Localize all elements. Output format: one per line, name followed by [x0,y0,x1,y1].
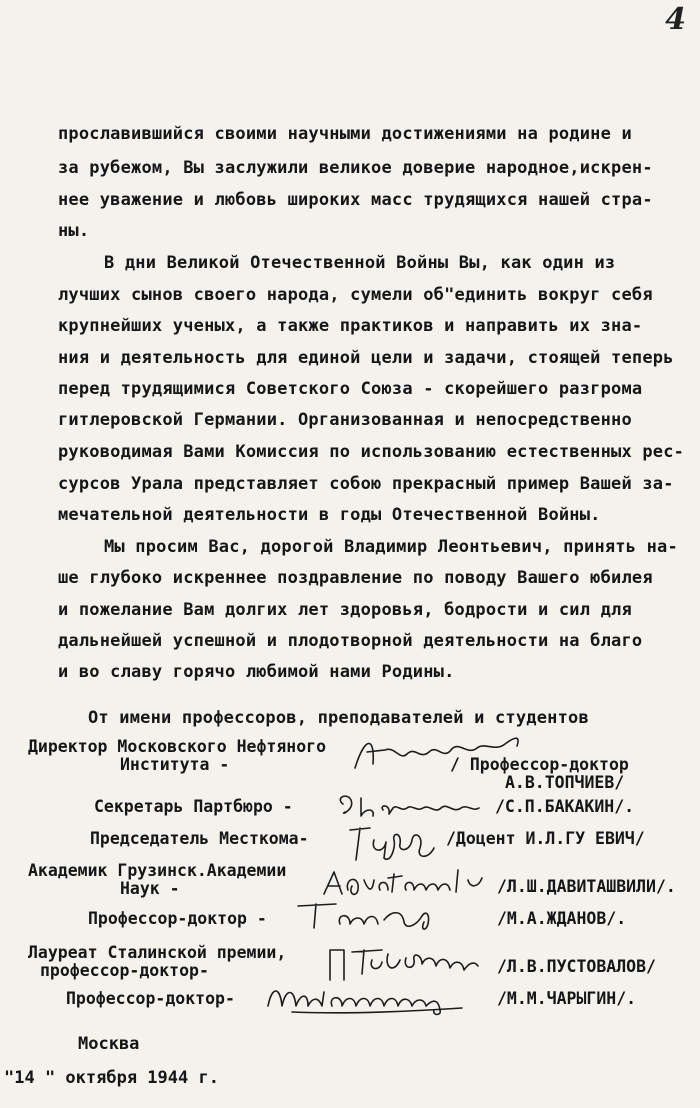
body-line: Мы просим Вас, дорогой Владимир Леонтьевич, принять на- [104,537,678,557]
signatory-name: /Л.В.ПУСТОВАЛОВ/ [497,957,656,976]
signatory-position: Профессор-доктор - [88,909,267,928]
signatory-name: /Л.Ш.ДАВИТАШВИЛИ/. [497,877,676,896]
body-line: и во славу горячо любимой нами Родины. [58,662,455,682]
signature-image [262,976,482,1018]
signatory-position: Института - [120,755,230,774]
date: "14 " октября 1944 г. [4,1068,219,1088]
signatory-position: Академик Грузинск.Академии [28,861,287,880]
body-line: и пожелание Вам долгих лет здоровья, бодрости и сил для [58,600,632,620]
signatory-position: Наук - [120,879,180,898]
signature-image [292,896,442,936]
body-line: ше глубоко искреннее поздравление по поводу Вашего юбилея [58,568,653,588]
page-number: 4 [665,2,686,37]
signatory-position: Секретарь Партбюро - [94,797,293,816]
signatory-position: профессор-доктор- [40,961,209,980]
body-line: ны. [58,221,90,241]
signatory-name: /С.П.БАКАКИН/. [495,797,635,816]
signatory-position: Профессор-доктор- [66,989,235,1008]
signatory-name: /М.А.ЖДАНОВ/. [497,909,627,928]
signatory-name: /Доцент И.Л.ГУ ЕВИЧ/ [446,829,645,848]
signatory-name: /М.М.ЧАРЫГИН/. [497,989,637,1008]
body-line: ния и деятельность для единой цели и задачи, стоящей теперь [58,348,674,368]
body-line: гитлеровской Германии. Организованная и непосредственно [58,410,632,430]
body-line: лучших сынов своего народа, сумели об"единить вокруг себя [58,285,653,305]
body-line: В дни Великой Отечественной Войны Вы, как один из [104,253,616,273]
city: Москва [78,1034,140,1054]
body-line: прославившийся своими научными достижениями на родине и [58,124,632,144]
signatory-position: Лауреат Сталинской премии, [28,943,287,962]
signatory-name: А.В.ТОПЧИЕВ/ [505,773,625,792]
body-line: перед трудящимися Советского Союза - скорейшего разгрома [58,379,643,399]
body-line: сурсов Урала представляет собою прекрасный пример Вашей за- [58,474,674,494]
from-line: От имени профессоров, преподавателей и студентов [88,708,589,728]
body-line: мечательной деятельности в годы Отечественной Войны. [58,505,601,525]
signature-image [345,726,525,776]
signatory-name: / Профессор-доктор [450,755,629,774]
signatory-position: Директор Московского Нефтяного [28,737,327,756]
signatory-position: Председатель Месткома- [90,829,309,848]
body-line: нее уважение и любовь широких масс трудящихся нашей стра- [58,190,653,210]
body-line: дальнейшей успешной и плодотворной деятельности на благо [58,631,643,651]
body-line: крупнейших ученых, а также практиков и направить их зна- [58,316,643,336]
body-line: за рубежом, Вы заслужили великое доверие народное,искрен- [58,158,653,178]
body-line: руководимая Вами Комиссия по использованию естественных рес- [58,442,685,462]
